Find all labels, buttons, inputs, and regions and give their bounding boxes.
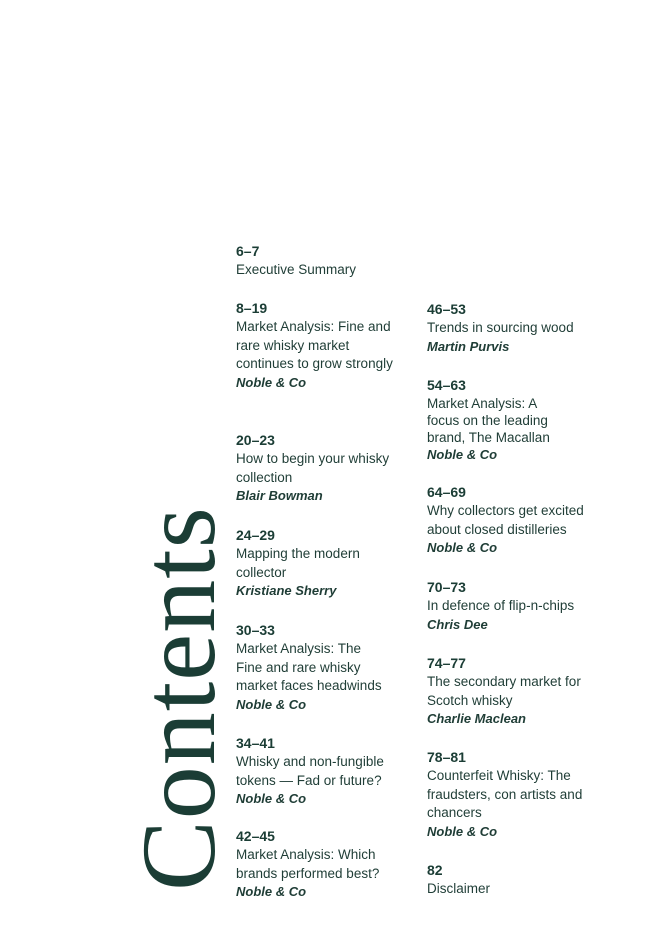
- entry-title: Disclaimer: [427, 881, 491, 896]
- contents-entry[interactable]: [236, 431, 406, 526]
- contents-entry[interactable]: [236, 299, 396, 431]
- entry-author: Martin Purvis: [427, 338, 510, 354]
- contents-entry[interactable]: [427, 861, 597, 901]
- entry-title: Mapping the modern collector: [236, 546, 360, 580]
- contents-entry[interactable]: [236, 242, 406, 299]
- contents-entry[interactable]: [236, 734, 406, 827]
- entry-author: Noble & Co: [236, 696, 307, 712]
- entry-title: The secondary market for Scotch whisky: [427, 674, 581, 708]
- contents-entry[interactable]: [427, 376, 562, 483]
- entry-pages: 24–29: [236, 527, 275, 543]
- contents-entry[interactable]: [427, 654, 592, 748]
- contents-entry[interactable]: [236, 526, 376, 621]
- entry-title: Market Analysis: A focus on the leading brand, The Macallan: [427, 396, 550, 445]
- entry-author: Noble & Co: [427, 823, 498, 839]
- entry-author: Charlie Maclean: [427, 711, 526, 727]
- entry-pages: 42–45: [236, 828, 275, 844]
- entry-title: Whisky and non-fungible tokens — Fad or future?: [236, 754, 384, 788]
- entry-author: Noble & Co: [236, 884, 307, 900]
- entry-title: Why collectors get excited about closed distilleries: [427, 503, 584, 537]
- entry-pages: 74–77: [427, 655, 466, 671]
- contents-entry[interactable]: [427, 748, 592, 861]
- entry-author: Kristiane Sherry: [236, 583, 337, 599]
- entry-pages: 54–63: [427, 377, 466, 393]
- entry-pages: 30–33: [236, 622, 275, 638]
- entry-title: How to begin your whisky collection: [236, 451, 390, 485]
- contents-entry[interactable]: [427, 578, 597, 654]
- entry-pages: 8–19: [236, 300, 268, 316]
- page-title: Contents: [120, 506, 237, 891]
- entry-title: Market Analysis: Fine and rare whisky market continues to grow strongly: [236, 319, 393, 372]
- entry-pages: 70–73: [427, 579, 466, 595]
- entry-pages: 34–41: [236, 735, 275, 751]
- entry-author: Noble & Co: [427, 540, 498, 556]
- contents-entry[interactable]: [427, 300, 597, 376]
- entry-author: Noble & Co: [236, 374, 307, 390]
- entry-title: Market Analysis: The Fine and rare whisky market faces headwinds: [236, 641, 382, 694]
- entry-title: In defence of flip-n-chips: [427, 598, 575, 613]
- entry-title: Counterfeit Whisky: The fraudsters, con artists and chancers: [427, 768, 583, 821]
- contents-entry[interactable]: [236, 621, 386, 734]
- entry-pages: 82: [427, 862, 443, 878]
- contents-right-column: [427, 300, 597, 901]
- contents-entry[interactable]: [236, 827, 386, 902]
- entry-title: Executive Summary: [236, 262, 357, 277]
- entry-title: Trends in sourcing wood: [427, 320, 574, 335]
- entry-pages: 64–69: [427, 484, 466, 500]
- entry-author: Noble & Co: [427, 447, 498, 462]
- entry-pages: 78–81: [427, 749, 466, 765]
- entry-title: Market Analysis: Which brands performed best?: [236, 847, 380, 881]
- entry-pages: 20–23: [236, 432, 275, 448]
- entry-pages: 46–53: [427, 301, 466, 317]
- entry-author: Noble & Co: [236, 791, 307, 807]
- contents-left-column: [236, 242, 406, 902]
- entry-author: Blair Bowman: [236, 488, 323, 504]
- entry-pages: 6–7: [236, 243, 260, 259]
- contents-entry[interactable]: [427, 483, 592, 578]
- entry-author: Chris Dee: [427, 616, 488, 632]
